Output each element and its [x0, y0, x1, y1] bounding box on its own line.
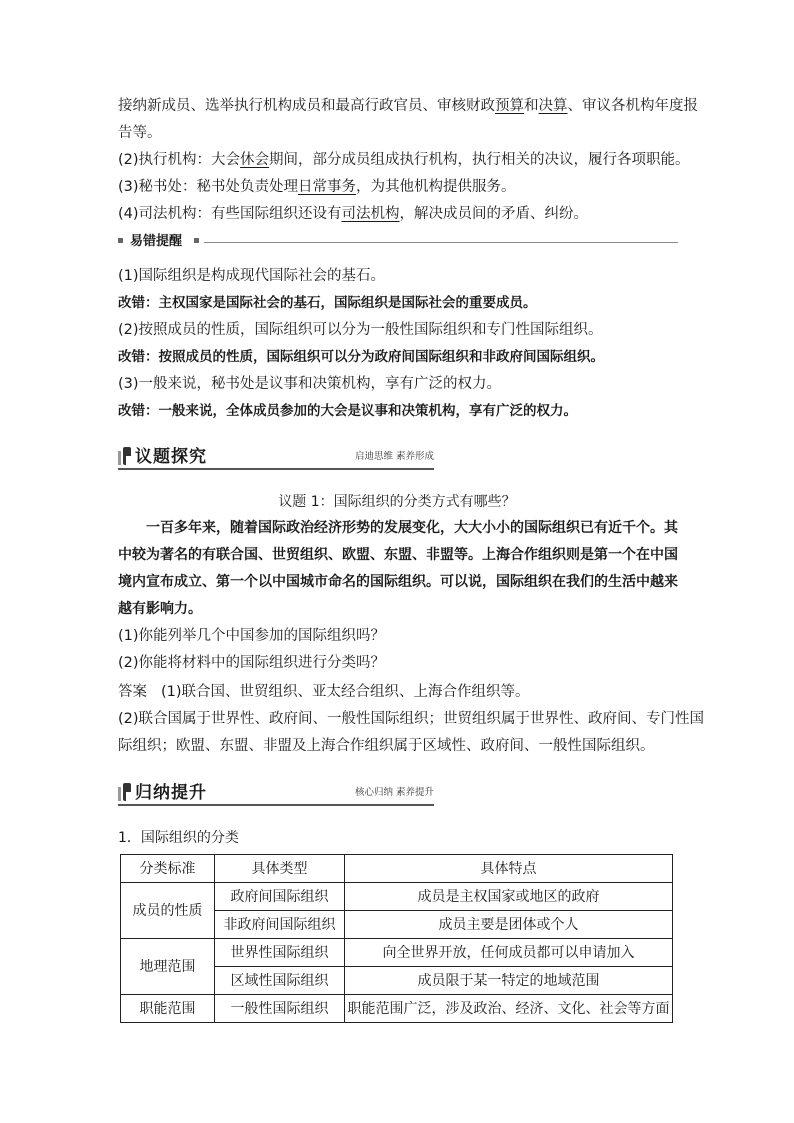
subsection-heading: 1．国际组织的分类: [118, 830, 239, 846]
list-item: [118, 150, 690, 170]
table-cell-type: 世界性国际组织: [215, 939, 345, 967]
table-row: [121, 939, 673, 967]
text: 期间，部分成员组成执行机构，执行相关的决议，履行各项职能。: [269, 152, 690, 168]
material-line: 中较为著名的有联合国、世贸组织、欧盟、东盟、非盟等。上海合作组织则是第一个在中国: [118, 547, 678, 563]
section-marker-icon: [118, 447, 132, 467]
warning-fix: 改错：主权国家是国际社会的基石，国际组织是国际社会的重要成员。: [118, 295, 537, 311]
underlined-term: 决算: [538, 98, 568, 114]
text: (3)秘书处：秘书处负责处理: [118, 179, 299, 195]
section-subtitle: 启迪思维 素养形成: [354, 451, 434, 462]
divider: [118, 804, 434, 806]
list-item: [118, 204, 588, 224]
table-cell-standard: 职能范围: [121, 995, 215, 1023]
table-cell-feature: 职能范围广泛，涉及政治、经济、文化、社会等方面: [345, 995, 673, 1023]
table-header-row: [121, 855, 673, 883]
text: (4)司法机构：有些国际组织还设有: [118, 206, 342, 222]
table-cell-standard: 地理范围: [121, 939, 215, 995]
paragraph-line: 告等。: [118, 125, 162, 141]
text: (2)执行机构：大会: [118, 152, 241, 168]
divider: [204, 242, 678, 243]
table-cell-standard: 成员的性质: [121, 883, 215, 939]
underlined-term: 司法机构: [341, 206, 400, 222]
material-line: 一百多年来，随着国际政治经济形势的发展变化，大大小小的国际组织已有近千个。其: [146, 520, 678, 536]
underlined-term: 休会: [240, 152, 270, 168]
section-marker-icon: [118, 783, 132, 803]
text: 和: [524, 98, 539, 114]
question: (1)你能列举几个中国参加的国际组织吗？: [118, 628, 386, 644]
text: 接纳新成员、选举执行机构成员和最高行政官员、审核财政: [118, 98, 495, 114]
section-banner-explore: [118, 446, 434, 468]
answer-line: [118, 682, 530, 702]
warning-fix: 改错：按照成员的性质，国际组织可以分为政府间国际组织和非政府间国际组织。: [118, 349, 604, 365]
table-cell-type: 一般性国际组织: [215, 995, 345, 1023]
section-banner-summary: [118, 782, 434, 804]
answer-text: (1)联合国、世贸组织、亚太经合组织、上海合作组织等。: [161, 684, 530, 700]
table-header-cell: 分类标准: [121, 855, 215, 883]
table-header-cell: 具体类型: [215, 855, 345, 883]
warning-header: [118, 233, 678, 251]
answer-line: 际组织；欧盟、东盟、非盟及上海合作组织属于区域性、政府间、一般性国际组织。: [118, 738, 655, 754]
underlined-term: 日常事务: [298, 179, 357, 195]
material-line: 境内宣布成立、第一个以中国城市命名的国际组织。可以说，国际组织在我们的生活中越来: [118, 574, 678, 590]
text: ，解决成员间的矛盾、纠纷。: [399, 206, 589, 222]
table-cell-type: 政府间国际组织: [215, 883, 345, 911]
warning-title: 易错提醒: [130, 234, 183, 249]
table-row: [121, 883, 673, 911]
table-cell-feature: 向全世界开放，任何成员都可以申请加入: [345, 939, 673, 967]
text: 、审议各机构年度报: [567, 98, 698, 114]
section-title: 归纳提升: [135, 783, 207, 803]
text: ，为其他机构提供服务。: [356, 179, 516, 195]
topic-heading: 议题 1：国际组织的分类方式有哪些？: [278, 494, 516, 510]
table-cell-feature: 成员是主权国家或地区的政府: [345, 883, 673, 911]
answer-line: (2)联合国属于世界性、政府间、一般性国际组织；世贸组织属于世界性、政府间、专门性国: [118, 711, 705, 727]
answer-label: 答案: [118, 684, 147, 700]
section-subtitle: 核心归纳 素养提升: [354, 787, 434, 798]
underlined-term: 预算: [495, 98, 524, 114]
divider: [118, 468, 434, 470]
material-line: 越有影响力。: [118, 601, 202, 617]
classification-table: [120, 854, 673, 1023]
warning-wrong: (3)一般来说，秘书处是议事和决策机构，享有广泛的权力。: [118, 376, 502, 392]
table-header-cell: 具体特点: [345, 855, 673, 883]
square-bullet-icon: [118, 238, 123, 243]
list-item: [118, 177, 516, 197]
square-bullet-icon: [194, 238, 199, 243]
table-cell-type: 非政府间国际组织: [215, 911, 345, 939]
question: (2)你能将材料中的国际组织进行分类吗？: [118, 655, 386, 671]
section-title: 议题探究: [135, 447, 207, 467]
table-cell-feature: 成员主要是团体或个人: [345, 911, 673, 939]
table-cell-type: 区域性国际组织: [215, 967, 345, 995]
table-cell-feature: 成员限于某一特定的地域范围: [345, 967, 673, 995]
paragraph-line: [118, 96, 698, 116]
warning-fix: 改错：一般来说，全体成员参加的大会是议事和决策机构，享有广泛的权力。: [118, 403, 577, 419]
table-row: [121, 995, 673, 1023]
warning-wrong: (1)国际组织是构成现代国际社会的基石。: [118, 268, 386, 284]
warning-wrong: (2)按照成员的性质，国际组织可以分为一般性国际组织和专门性国际组织。: [118, 322, 603, 338]
